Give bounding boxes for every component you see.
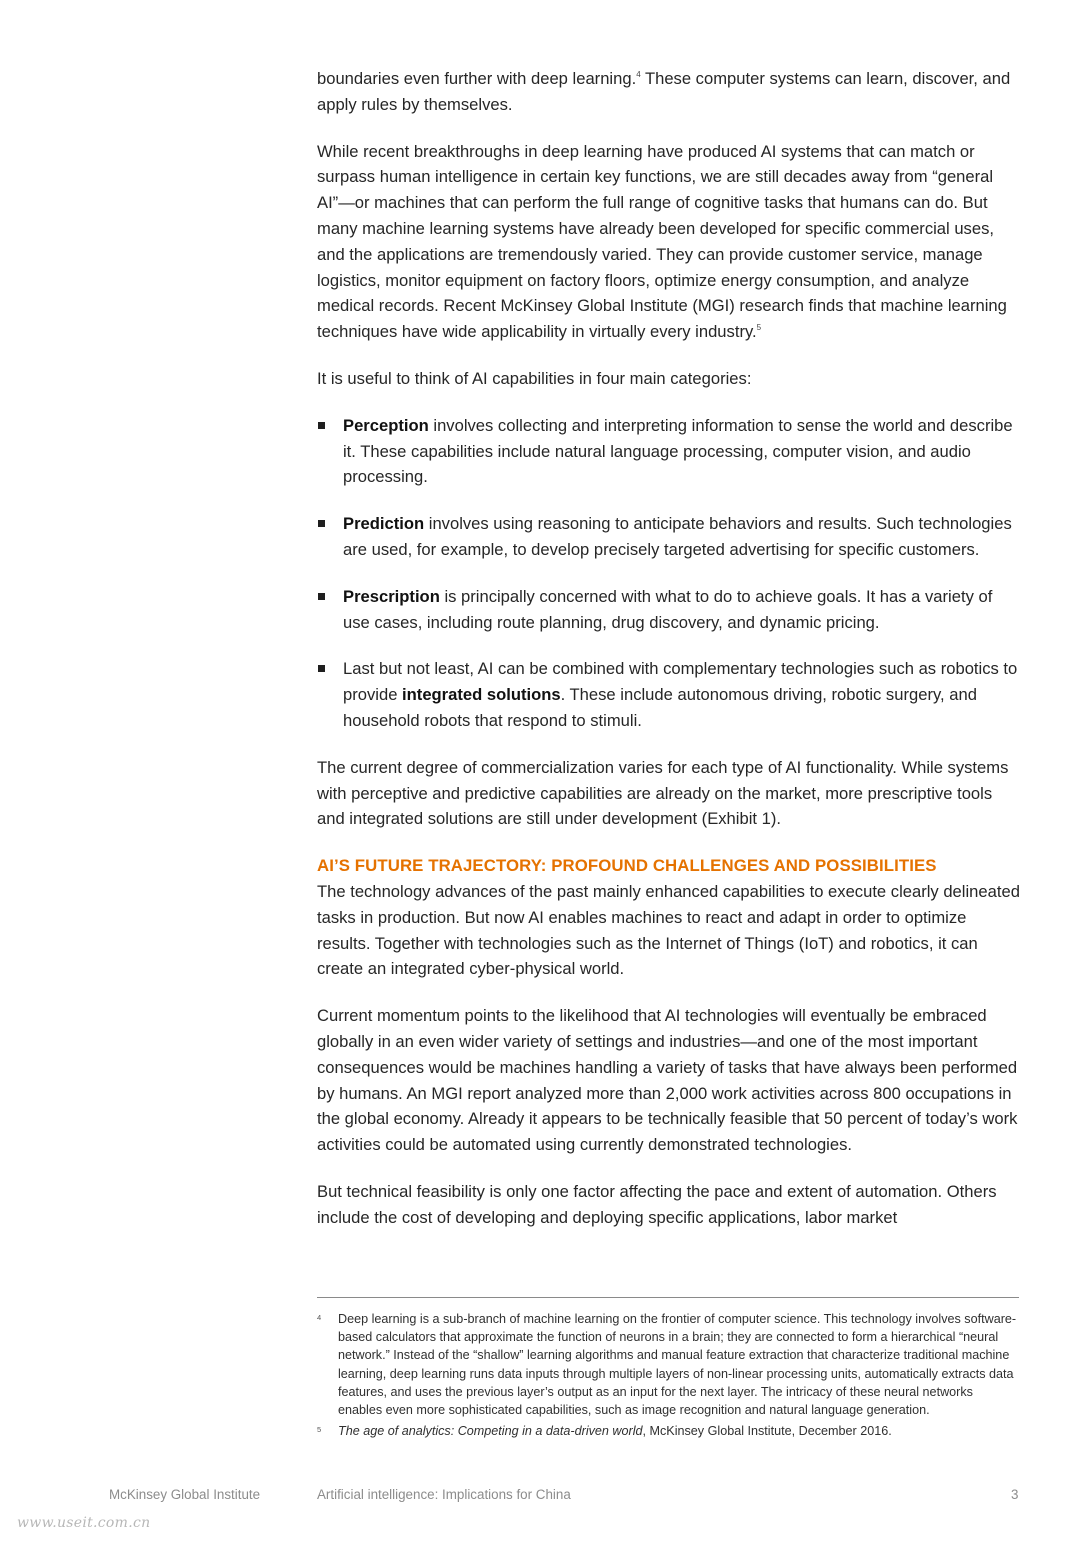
footnote-divider <box>317 1297 1019 1298</box>
main-text-column <box>317 66 1021 1251</box>
bullet-square-icon <box>318 422 325 429</box>
list-item-integrated-solutions: Last but not least, AI can be combined with complementary technologies such as robotics to provide integrated solutions. These include autonomous driving, robotic surgery, and household robots that respond to stimuli. <box>317 656 1021 733</box>
list-item-prescription: Prescription is principally concerned with what to do to achieve goals. It has a variety of use cases, including route planning, drug discovery, and dynamic pricing. <box>317 584 1021 636</box>
bullet-square-icon <box>318 520 325 527</box>
footnote-4: 4 Deep learning is a sub-branch of machine learning on the frontier of computer science. This technology involves software-based calculators that approximate the function of neurons in a brain; they are connected to form a hierarchical “neural network.” Instead of the “shallow” learning algorithms and manual feature extraction that characterize traditional machine learning, deep learning runs data inputs through multiple layers of non-linear processing units, automatically extracts data features, and uses the previous layer’s output as an input for the next layer. The intricacy of these neural networks enables even more sophisticated capabilities, such as image recognition and natural language generation. <box>317 1312 1017 1418</box>
paragraph-categories-intro: It is useful to think of AI capabilities in four main categories: <box>317 368 752 388</box>
section-heading: AI’S FUTURE TRAJECTORY: PROFOUND CHALLENGES AND POSSIBILITIES <box>317 856 937 876</box>
bullet-square-icon <box>318 593 325 600</box>
capability-list <box>317 413 1021 734</box>
list-item-prediction: Prediction involves using reasoning to anticipate behaviors and results. Such technologies are used, for example, to develop precisely targeted advertising for specific customers. <box>317 511 1021 563</box>
paragraph-momentum: Current momentum points to the likelihood that AI technologies will eventually be embraced globally in an even wider variety of settings and industries—and one of the most important consequences would be machines handling a variety of tasks that have always been performed by humans. An MGI report analyzed more than 2,000 work activities across 800 occupations in the global economy. Already it appears to be technically feasible that 50 percent of today’s work activities could be automated using currently demonstrated technologies. <box>317 1006 1018 1155</box>
footer-page-number: 3 <box>1011 1487 1019 1502</box>
footnotes <box>317 1310 1017 1443</box>
footer-report-title: Artificial intelligence: Implications for China <box>317 1487 571 1502</box>
footnote-ref-5[interactable]: 5 <box>756 323 762 333</box>
footnote-ref-4[interactable]: 4 <box>636 70 641 79</box>
paragraph-general-ai: While recent breakthroughs in deep learning have produced AI systems that can match or surpass human intelligence in certain key functions, we are still decades away from “general AI”—or machines that can perform the full range of cognitive tasks that humans can do. But many machine learning systems have already been developed for specific commercial uses, and the applications are tremendously varied. They can provide customer service, manage logistics, monitor equipment on factory floors, optimize energy consumption, and analyze medical records. Recent McKinsey Global Institute (MGI) research finds that machine learning techniques have wide applicability in virtually every industry.$^5$ <box>317 141 1007 342</box>
watermark: www.useit.com.cn <box>17 1515 151 1531</box>
paragraph-commercialization: The current degree of commercialization varies for each type of AI functionality. While systems with perceptive and predictive capabilities are already on the market, more prescriptive tools and integrated solutions are still under development (Exhibit 1). <box>317 757 1009 829</box>
footnote-5-title: The age of analytics: Competing in a data-driven world <box>338 1424 643 1439</box>
bullet-square-icon <box>318 665 325 672</box>
list-item-perception: Perception involves collecting and interpreting information to sense the world and describe it. These capabilities include natural language processing, computer vision, and audio processing. <box>317 413 1021 490</box>
paragraph-intro-continued: boundaries even further with deep learning.$^4$ These computer systems can learn, discover, and apply rules by themselves. <box>317 69 1011 114</box>
paragraph-technology-advances: The technology advances of the past mainly enhanced capabilities to execute clearly delineated tasks in production. But now AI enables machines to react and adapt in order to optimize results. Together with technologies such as the Internet of Things (IoT) and robotics, it can create an integrated cyber-physical world. <box>317 881 1020 979</box>
paragraph-feasibility: But technical feasibility is only one factor affecting the pace and extent of automation. Others include the cost of developing and deploying specific applications, labor market <box>317 1181 997 1227</box>
footnote-5: 5 The age of analytics: Competing in a data-driven world, McKinsey Global Institute, December 2016. <box>317 1424 892 1439</box>
footer-publisher: McKinsey Global Institute <box>109 1487 261 1502</box>
